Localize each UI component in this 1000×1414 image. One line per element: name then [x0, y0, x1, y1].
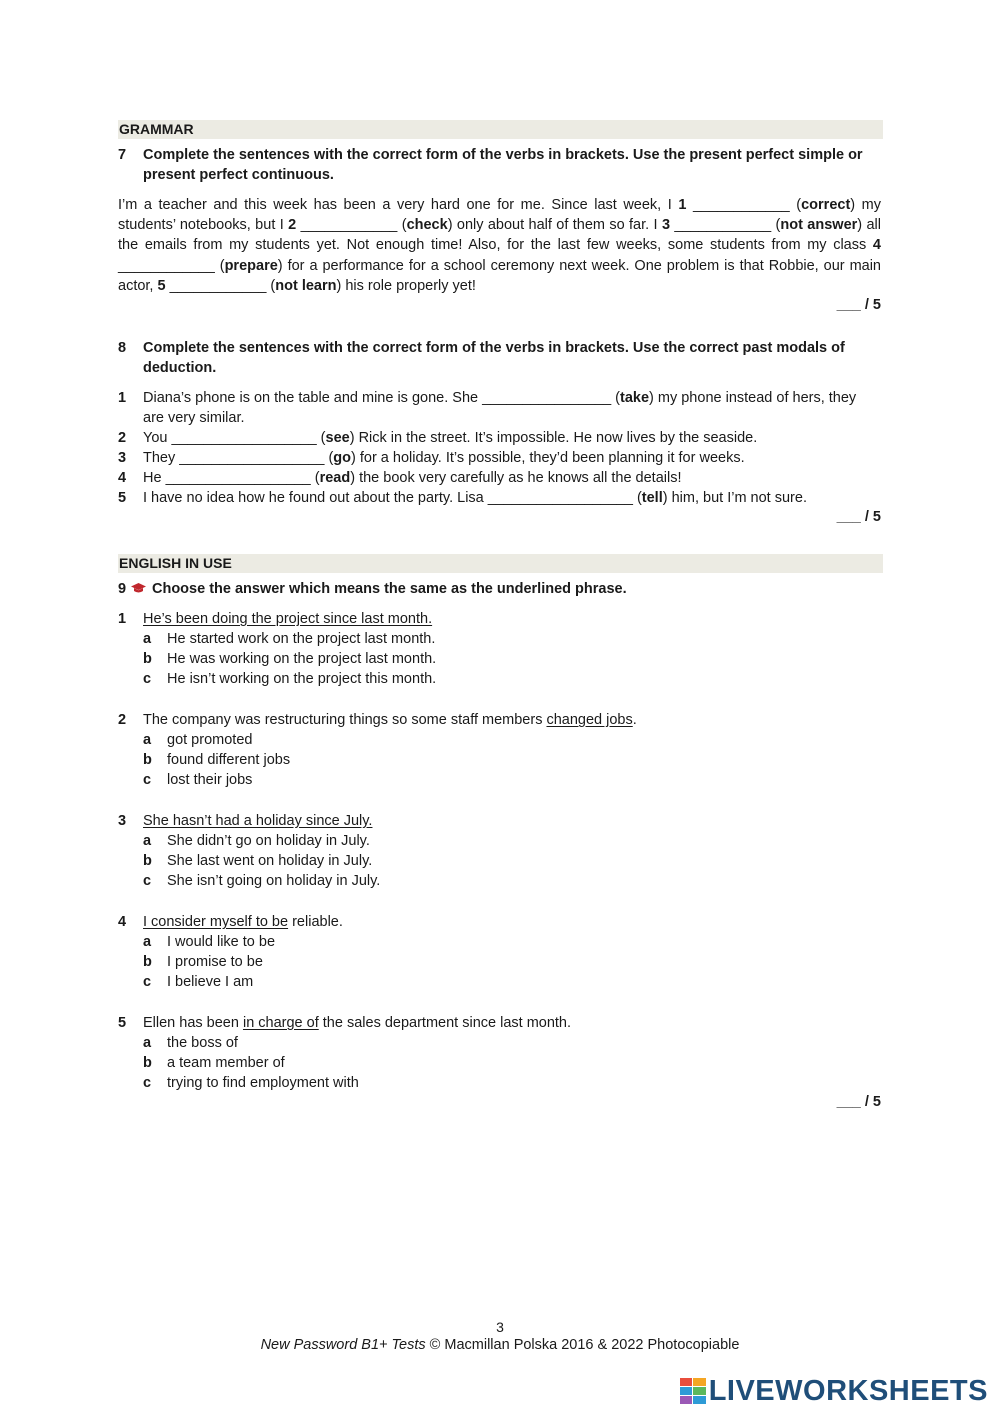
blank-8-4[interactable]: __________________ [165, 470, 311, 486]
english-in-use-section-header: ENGLISH IN USE [118, 554, 883, 573]
blank-7-1[interactable]: ____________ [692, 197, 790, 213]
grammar-section-header: GRAMMAR [118, 120, 883, 139]
blank-7-5[interactable]: ____________ [169, 277, 267, 294]
copyright-text: © Macmillan Polska 2016 & 2022 Photocopiable [425, 1337, 740, 1353]
task-9-instruction: Choose the answer which means the same as the underlined phrase. [152, 581, 627, 597]
graduation-cap-icon [131, 583, 146, 594]
blank-7-3[interactable]: ____________ [674, 217, 772, 234]
task-7-paragraph: I’m a teacher and this week has been a very hard one for me. Since last week, I 1 ____________ (correct) my students’ notebooks, but I 2 ____________ (check) only about half of them so far. I 3 ____________ (not answer) all the emails from my students yet. Not enough time! Also, for the last few weeks, some students from my class 4 ____________ (prepare) for a performance for a school ceremony next week. One problem is that Robbie, our main actor, 5 ____________ (not learn) his role properly yet! [118, 197, 881, 294]
liveworksheets-logo-icon [680, 1378, 706, 1404]
footer-copyright [0, 1337, 1000, 1353]
blank-8-2[interactable]: __________________ [171, 430, 317, 446]
task-7-number: 7 [118, 147, 127, 163]
task-7-score: ___ / 5 [836, 297, 881, 313]
task-9-score: ___ / 5 [836, 1094, 881, 1110]
task-8-number: 8 [118, 340, 127, 356]
task-8-instruction: Complete the sentences with the correct form of the verbs in brackets. Use the correct past modals of deduction. [143, 340, 845, 376]
blank-8-1[interactable]: ________________ [482, 390, 612, 406]
liveworksheets-brand [680, 1374, 988, 1408]
blank-7-4[interactable]: ____________ [118, 257, 215, 274]
blank-7-2[interactable]: ____________ [300, 217, 398, 234]
liveworksheets-wordmark: LIVEWORKSHEETS [708, 1374, 988, 1407]
task-9-number: 9 [118, 581, 127, 597]
page-number: 3 [496, 1319, 504, 1335]
task-8-score: ___ / 5 [836, 509, 881, 525]
task-7-instruction: Complete the sentences with the correct form of the verbs in brackets. Use the present perfect simple or present perfect continuous. [143, 147, 863, 183]
book-title: New Password B1+ Tests [260, 1337, 426, 1353]
blank-8-3[interactable]: __________________ [179, 450, 325, 466]
blank-8-5[interactable]: __________________ [487, 490, 633, 506]
